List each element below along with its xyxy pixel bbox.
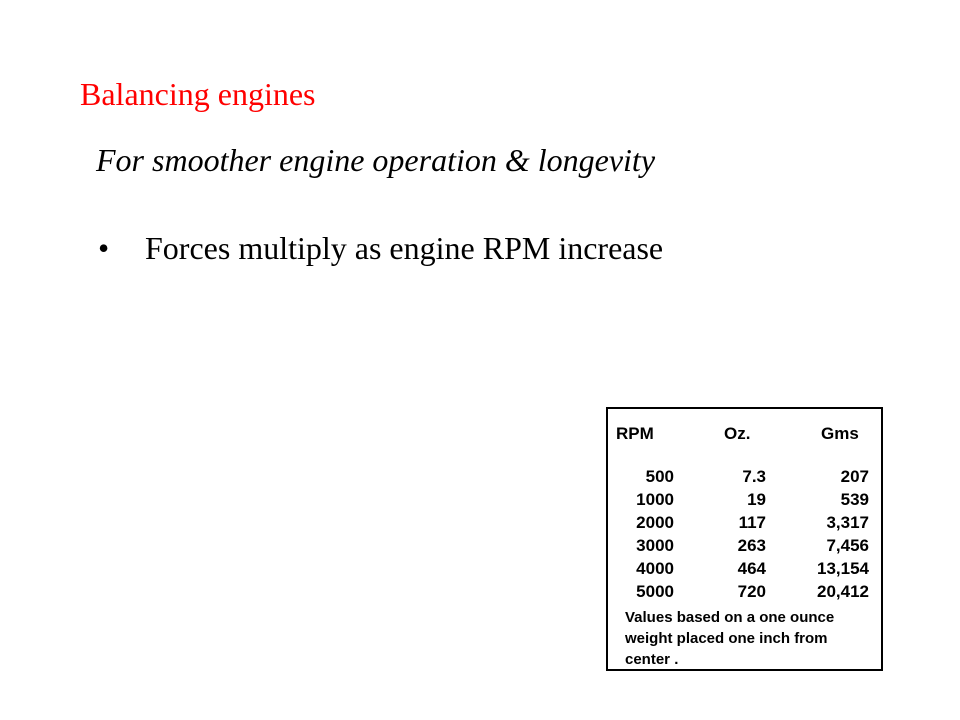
header-gms: Gms bbox=[821, 424, 859, 443]
gms-value: 7,456 bbox=[826, 536, 869, 555]
oz-value: 464 bbox=[737, 559, 766, 578]
slide-title: Balancing engines bbox=[80, 76, 316, 112]
header-rpm: RPM bbox=[616, 424, 654, 443]
oz-value: 7.3 bbox=[742, 467, 766, 486]
gms-value: 207 bbox=[840, 467, 869, 486]
header-oz: Oz. bbox=[724, 424, 751, 443]
rpm-force-table bbox=[606, 407, 883, 671]
bullet-item bbox=[98, 225, 663, 271]
slide-subtitle: For smoother engine operation & longevity bbox=[96, 142, 656, 178]
gms-value: 20,412 bbox=[817, 582, 869, 601]
oz-value: 19 bbox=[747, 490, 766, 509]
gms-value: 539 bbox=[840, 490, 869, 509]
rpm-value: 3000 bbox=[636, 536, 674, 555]
rpm-value: 5000 bbox=[636, 582, 674, 601]
rpm-value: 4000 bbox=[636, 559, 674, 578]
oz-value: 263 bbox=[737, 536, 766, 555]
gms-value: 3,317 bbox=[826, 513, 869, 532]
table-note: Values based on a one ounce weight placed one inch from center . bbox=[625, 609, 835, 668]
gms-value: 13,154 bbox=[817, 559, 869, 578]
oz-value: 720 bbox=[737, 582, 766, 601]
bullet-dot: • bbox=[98, 230, 110, 266]
rpm-value: 500 bbox=[645, 467, 674, 486]
rpm-value: 1000 bbox=[636, 490, 674, 509]
oz-value: 117 bbox=[738, 513, 766, 532]
bullet-text: Forces multiply as engine RPM increase bbox=[145, 230, 664, 266]
rpm-value: 2000 bbox=[636, 513, 674, 532]
